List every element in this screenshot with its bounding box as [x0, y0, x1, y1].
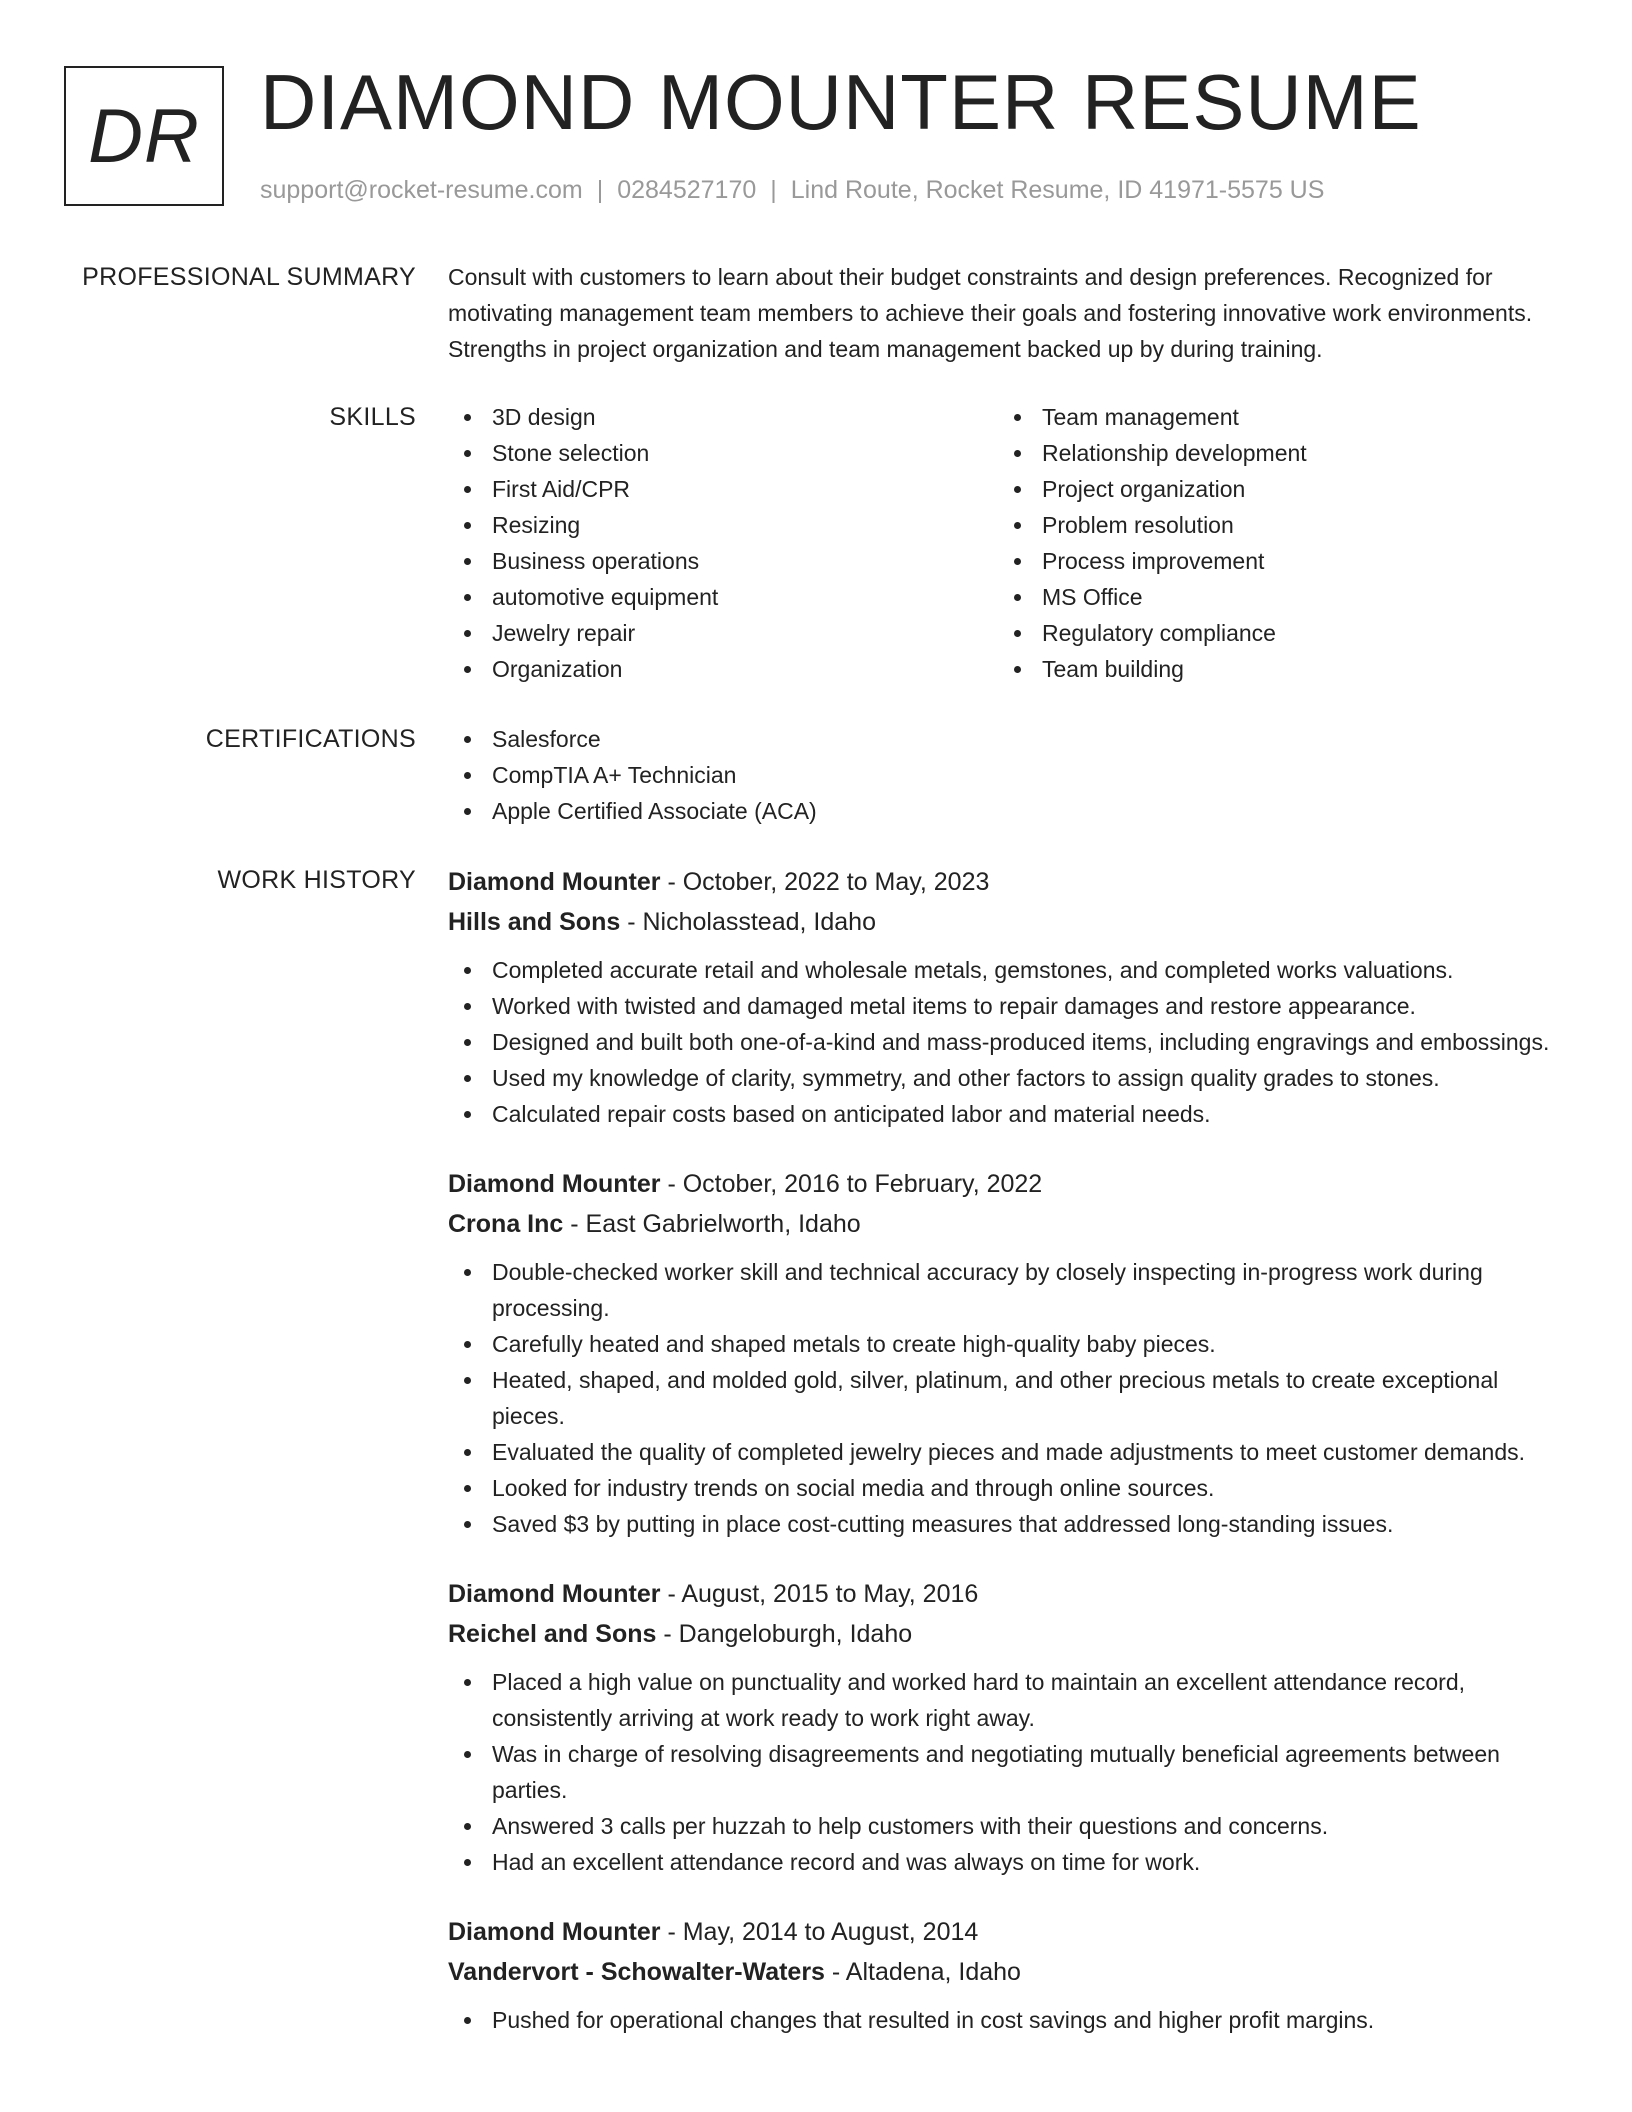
- certification-item: Salesforce: [448, 721, 1568, 757]
- certification-item: CompTIA A+ Technician: [448, 757, 1568, 793]
- job-company: Vandervort - Schowalter-Waters: [448, 1958, 825, 1986]
- job-location: - Nicholasstead, Idaho: [620, 908, 876, 936]
- job-duty: Double-checked worker skill and technical accuracy by closely inspecting in-progress work during processing.: [448, 1254, 1568, 1326]
- summary-text: Consult with customers to learn about their budget constraints and design preferences. Recognized for motivating management team members to achieve their goals and fostering innovative work environments. Strengths in project organization and team management backed up by during training.: [448, 264, 1533, 362]
- contact-address: Lind Route, Rocket Resume, ID 41971-5575 US: [790, 176, 1325, 204]
- job-duty: Was in charge of resolving disagreements and negotiating mutually beneficial agreements between parties.: [448, 1736, 1568, 1808]
- skill-item: Project organization: [998, 471, 1548, 507]
- skills-label: SKILLS: [329, 403, 416, 431]
- job-duty: Used my knowledge of clarity, symmetry, and other factors to assign quality grades to stones.: [448, 1060, 1568, 1096]
- skill-item: Business operations: [448, 543, 998, 579]
- job-title: Diamond Mounter: [448, 1918, 661, 1946]
- job-duty: Heated, shaped, and molded gold, silver, platinum, and other precious metals to create exceptional pieces.: [448, 1362, 1568, 1434]
- job-title-line: [448, 1912, 1568, 1952]
- job-company: Crona Inc: [448, 1210, 564, 1238]
- resume-title: DIAMOND MOUNTER RESUME: [260, 58, 1422, 146]
- job-dates: - October, 2022 to May, 2023: [660, 868, 990, 896]
- job-title-line: [448, 862, 1568, 902]
- skill-item: automotive equipment: [448, 579, 998, 615]
- skill-item: Team management: [998, 399, 1548, 435]
- job-title: Diamond Mounter: [448, 1170, 661, 1198]
- job-duty: Placed a high value on punctuality and worked hard to maintain an excellent attendance record, consistently arriving at work ready to work right away.: [448, 1664, 1568, 1736]
- contact-phone[interactable]: 0284527170: [617, 176, 757, 204]
- skills-column-2: [998, 399, 1548, 687]
- skill-item: Problem resolution: [998, 507, 1548, 543]
- skill-item: Regulatory compliance: [998, 615, 1548, 651]
- job-location: - Dangeloburgh, Idaho: [656, 1620, 913, 1648]
- job-duty: Pushed for operational changes that resulted in cost savings and higher profit margins.: [448, 2002, 1568, 2038]
- job-entry: [448, 1912, 1568, 2038]
- skill-item: Process improvement: [998, 543, 1548, 579]
- job-duty: Looked for industry trends on social media and through online sources.: [448, 1470, 1568, 1506]
- job-duty: Worked with twisted and damaged metal items to repair damages and restore appearance.: [448, 988, 1568, 1024]
- job-duty: Saved $3 by putting in place cost-cutting measures that addressed long-standing issues.: [448, 1506, 1568, 1542]
- job-duty: Completed accurate retail and wholesale metals, gemstones, and completed works valuations.: [448, 952, 1568, 988]
- job-entry: [448, 862, 1568, 1132]
- monogram-box: [64, 66, 224, 206]
- skill-item: Jewelry repair: [448, 615, 998, 651]
- job-company: Hills and Sons: [448, 908, 621, 936]
- certifications-list: [448, 721, 1568, 829]
- job-duties: [448, 2002, 1568, 2038]
- skill-item: Relationship development: [998, 435, 1548, 471]
- job-entry: [448, 1164, 1568, 1542]
- summary-body: [448, 259, 1568, 367]
- job-duties: [448, 1254, 1568, 1542]
- job-duties: [448, 1664, 1568, 1880]
- job-duty: Calculated repair costs based on anticipated labor and material needs.: [448, 1096, 1568, 1132]
- summary-label: PROFESSIONAL SUMMARY: [82, 263, 416, 291]
- job-dates: - May, 2014 to August, 2014: [660, 1918, 979, 1946]
- skill-item: First Aid/CPR: [448, 471, 998, 507]
- job-location: - Altadena, Idaho: [824, 1958, 1021, 1986]
- job-title-line: [448, 1574, 1568, 1614]
- skills-grid: [448, 399, 1568, 687]
- job-company-line: [448, 1204, 1568, 1244]
- contact-line: [260, 172, 1324, 208]
- certifications-body: [448, 721, 1568, 829]
- skills-body: [448, 399, 1568, 687]
- work-history-body: [448, 862, 1568, 2070]
- job-company-line: [448, 1614, 1568, 1654]
- contact-email[interactable]: support@rocket-resume.com: [260, 176, 583, 204]
- job-title: Diamond Mounter: [448, 1580, 661, 1608]
- contact-separator: |: [770, 176, 777, 204]
- job-title: Diamond Mounter: [448, 868, 661, 896]
- skill-item: Stone selection: [448, 435, 998, 471]
- job-company-line: [448, 902, 1568, 942]
- job-dates: - October, 2016 to February, 2022: [660, 1170, 1043, 1198]
- job-duty: Answered 3 calls per huzzah to help customers with their questions and concerns.: [448, 1808, 1568, 1844]
- skill-item: Resizing: [448, 507, 998, 543]
- monogram-initials: DR: [88, 93, 200, 179]
- skill-item: 3D design: [448, 399, 998, 435]
- job-entry: [448, 1574, 1568, 1880]
- skill-item: Organization: [448, 651, 998, 687]
- job-duty: Carefully heated and shaped metals to create high-quality baby pieces.: [448, 1326, 1568, 1362]
- job-company-line: [448, 1952, 1568, 1992]
- skills-column-1: [448, 399, 998, 687]
- skill-item: MS Office: [998, 579, 1548, 615]
- work-history-label: WORK HISTORY: [217, 866, 416, 894]
- job-duty: Designed and built both one-of-a-kind and mass-produced items, including engravings and embossings.: [448, 1024, 1568, 1060]
- job-duty: Evaluated the quality of completed jewelry pieces and made adjustments to meet customer demands.: [448, 1434, 1568, 1470]
- job-location: - East Gabrielworth, Idaho: [563, 1210, 861, 1238]
- contact-separator: |: [596, 176, 604, 204]
- certifications-label: CERTIFICATIONS: [205, 725, 416, 753]
- certification-item: Apple Certified Associate (ACA): [448, 793, 1568, 829]
- skill-item: Team building: [998, 651, 1548, 687]
- job-duty: Had an excellent attendance record and was always on time for work.: [448, 1844, 1568, 1880]
- job-title-line: [448, 1164, 1568, 1204]
- job-dates: - August, 2015 to May, 2016: [660, 1580, 979, 1608]
- job-company: Reichel and Sons: [448, 1620, 657, 1648]
- job-duties: [448, 952, 1568, 1132]
